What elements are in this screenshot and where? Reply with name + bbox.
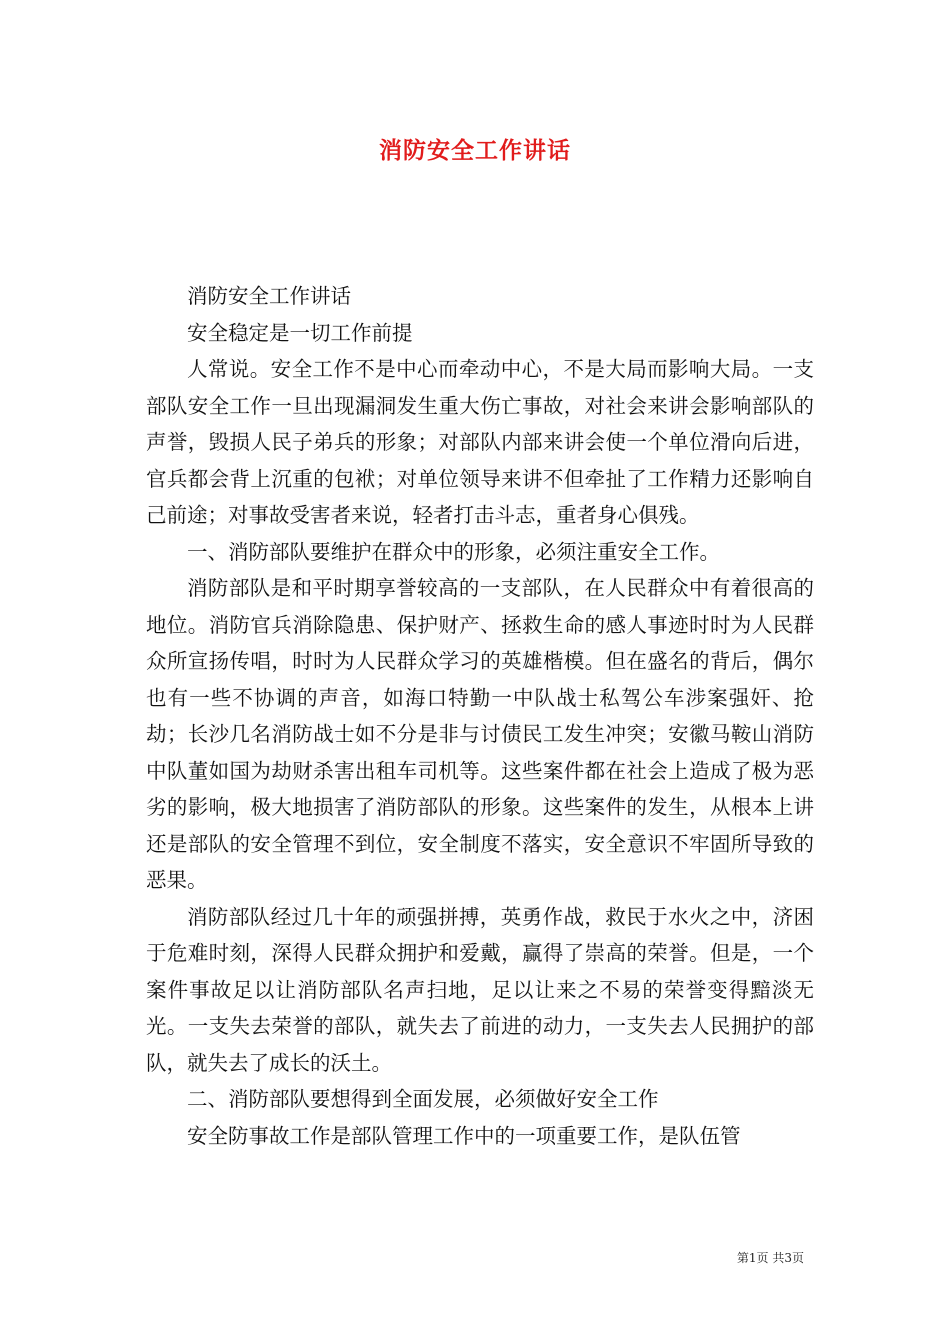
footer-current-page: 1 — [748, 1251, 757, 1265]
document-title: 消防安全工作讲话 — [379, 137, 571, 164]
footer-total-pages: 3 — [784, 1251, 792, 1265]
paragraph: 消防部队经过几十年的顽强拼搏，英勇作战，救民于水火之中，济困于危难时刻，深得人民群众拥护和爱戴，赢得了崇高的荣誉。但是，一个案件事故足以让消防部队名声扫地，足以让来之不易的荣誉变得黯淡无光。一支失去荣誉的部队，就失去了前进的动力，一支失去人民拥护的部队，就失去了成长的沃土。 — [146, 904, 814, 1075]
paragraph: 人常说。安全工作不是中心而牵动中心，不是大局而影响大局。一支部队安全工作一旦出现漏洞发生重大伤亡事故，对社会来讲会影响部队的声誉，毁损人民子弟兵的形象；对部队内部来讲会使一个单位滑向后进，官兵都会背上沉重的包袱；对单位领导来讲不但牵扯了工作精力还影响自己前途；对事故受害者来说，轻者打击斗志，重者身心俱残。 — [146, 357, 814, 527]
section-heading-one: 一、消防部队要维护在群众中的形象，必须注重安全工作。 — [187, 539, 720, 564]
paragraph: 消防部队是和平时期享誉较高的一支部队，在人民群众中有着很高的地位。消防官兵消除隐患、保护财产、拯救生命的感人事迹时时为人民群众所宣扬传唱，时时为人民群众学习的英雄楷模。但在盛名的背后，偶尔也有一些不协调的声音，如海口特勤一中队战士私驾公车涉案强奸、抢劫；长沙几名消防战士如不分是非与讨债民工发生冲突；安徽马鞍山消防中队董如国为劫财杀害出租车司机等。这些案件都在社会上造成了极为恶劣的影响，极大地损害了消防部队的形象。这些案件的发生，从根本上讲还是部队的安全管理不到位，安全制度不落实，安全意识不牢固所导致的恶果。 — [146, 576, 814, 892]
paragraph: 安全防事故工作是部队管理工作中的一项重要工作，是队伍管 — [187, 1123, 741, 1148]
paragraph-heading: 消防安全工作讲话 — [187, 284, 351, 308]
footer-middle: 页 共 — [756, 1251, 785, 1265]
document-body — [146, 278, 814, 1154]
section-heading-two: 二、消防部队要想得到全面发展，必须做好安全工作 — [187, 1087, 659, 1111]
paragraph-subheading: 安全稳定是一切工作前提 — [187, 320, 413, 345]
page-footer — [737, 1249, 804, 1266]
footer-suffix: 页 — [791, 1251, 804, 1265]
footer-prefix: 第 — [736, 1251, 749, 1265]
